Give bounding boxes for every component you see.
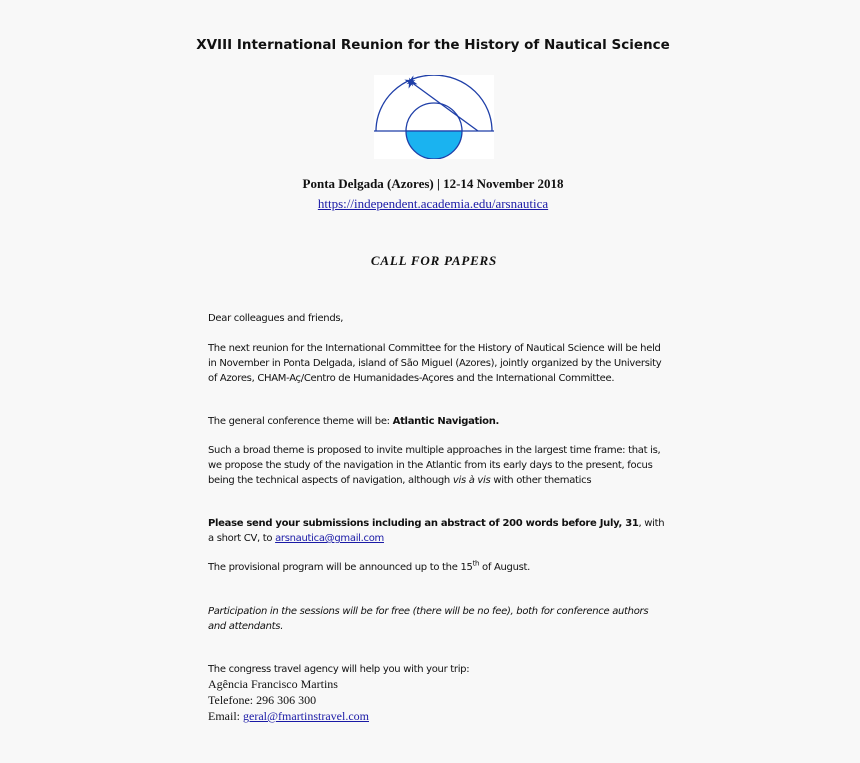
submission-deadline: Please send your submissions including an abstract of 200 words before July, 31 bbox=[208, 518, 639, 529]
greeting: Dear colleagues and friends, bbox=[208, 313, 344, 324]
participation-paragraph: Participation in the sessions will be for free (there will be no fee), both for conference authors and attendants. bbox=[208, 606, 649, 632]
agency-email bbox=[208, 709, 668, 724]
theme-prefix: The general conference theme will be: bbox=[208, 416, 393, 427]
scope-text-end: with other thematics bbox=[490, 475, 592, 486]
call-for-papers-heading: CALL FOR PAPERS bbox=[370, 253, 498, 268]
theme-value: Atlantic Navigation. bbox=[392, 416, 500, 427]
scope-text: Such a broad theme is proposed to invite multiple approaches in the largest time frame: that is, we propose the study of the navigation in the Atlantic from its early days to the present, focus being the technical aspects of navigation, although bbox=[208, 445, 661, 486]
program-paragraph bbox=[208, 560, 668, 575]
scope-paragraph bbox=[208, 443, 668, 488]
agency-email-link[interactable]: geral@fmartinstravel.com bbox=[243, 709, 369, 723]
document-title: XVIII International Reunion for the History of Nautical Science bbox=[196, 37, 670, 53]
travel-paragraph: The congress travel agency will help you with your trip: bbox=[208, 664, 470, 675]
venue-dates: Ponta Delgada (Azores) | 12-14 November 2018 bbox=[302, 176, 564, 191]
program-prefix: The provisional program will be announced up to the 15 bbox=[208, 562, 473, 573]
phone-number: 296 306 300 bbox=[256, 693, 317, 707]
agency-phone bbox=[208, 693, 668, 708]
email-label: Email: bbox=[208, 709, 243, 723]
submission-rest: , with a short CV, to bbox=[208, 518, 665, 544]
conference-logo bbox=[374, 75, 494, 159]
submission-email-link[interactable]: arsnautica@gmail.com bbox=[275, 533, 384, 544]
program-superscript: th bbox=[472, 559, 480, 568]
website-line bbox=[0, 196, 860, 212]
intro-paragraph: The next reunion for the International Committee for the History of Nautical Science will be held in November in Ponta Delgada, island of São Miguel (Azores), jointly organized by the University of Azores, CHAM-Aç/Centro de Humanidades-Açores and the International Committee. bbox=[208, 343, 662, 384]
agency-name: Agência Francisco Martins bbox=[208, 677, 338, 691]
submission-paragraph bbox=[208, 516, 668, 546]
website-link[interactable]: https://independent.academia.edu/arsnautica bbox=[317, 196, 549, 211]
phone-label: Telefone: bbox=[208, 693, 257, 707]
program-suffix: of August. bbox=[479, 562, 531, 573]
scope-italic: vis à vis bbox=[452, 475, 491, 486]
nautical-astrolabe-icon bbox=[374, 75, 494, 159]
theme-paragraph bbox=[208, 414, 668, 429]
